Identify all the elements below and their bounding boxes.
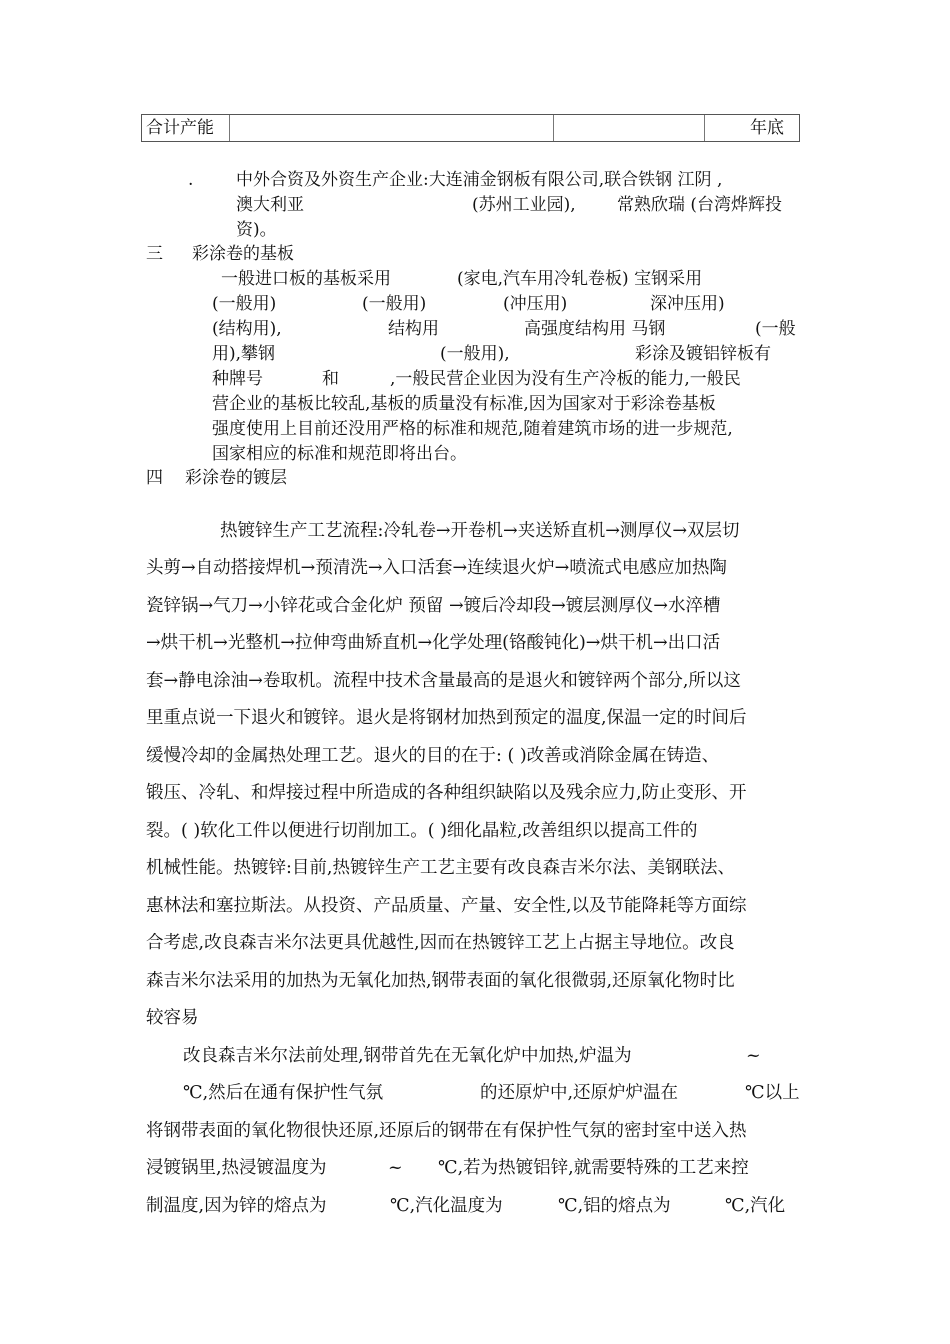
s4-p2-line-2a: ℃,然后在通有保护性气氛: [183, 1083, 384, 1103]
s3-line-1a: 一般进口板的基板采用: [221, 269, 391, 289]
s4-p1-line: 锻压、冷轧、和焊接过程中所造成的各种组织缺陷以及残余应力,防止变形、开: [146, 783, 747, 803]
s3-line-2a: (一般用): [212, 294, 277, 314]
section-3-heading: 彩涂卷的基板: [192, 244, 294, 264]
s3-line-4c: 彩涂及镀铝锌板有: [635, 344, 771, 364]
s4-p2-line-5d: ℃,汽化: [725, 1196, 786, 1216]
s4-p1-line: 头剪→自动搭接焊机→预清洗→入口活套→连续退火炉→喷流式电感应加热陶: [146, 558, 727, 578]
s3-line-2d: 深冲压用): [650, 294, 725, 314]
s4-p2-line-5c: ℃,铝的熔点为: [558, 1196, 671, 1216]
s4-p1-line: 合考虑,改良森吉米尔法更具优越性,因而在热镀锌工艺上占据主导地位。改良: [146, 933, 735, 953]
s4-p1-line: 缓慢冷却的金属热处理工艺。退火的目的在于: ( )改善或消除金属在铸造、: [146, 746, 720, 766]
s3-line-1b: (家电,汽车用冷轧卷板) 宝钢采用: [457, 269, 703, 289]
s4-p2-line-4c: ℃,若为热镀铝锌,就需要特殊的工艺来控: [438, 1158, 749, 1178]
foreign-line-2a: 澳大利亚: [236, 195, 304, 215]
foreign-line-2c: 常熟欣瑞 (台湾烨辉投: [617, 195, 783, 215]
s3-line-7: 强度使用上目前还没用严格的标准和规范,随着建筑市场的进一步规范,: [212, 419, 733, 439]
s4-p1-line: 较容易: [146, 1008, 199, 1028]
s4-p2-line-4a: 浸镀锅里,热浸镀温度为: [146, 1158, 327, 1178]
s3-line-5b: 和: [322, 369, 339, 389]
table-divider: [229, 115, 230, 141]
s4-p2-line-5a: 制温度,因为锌的熔点为: [146, 1196, 327, 1216]
s4-p2-line-1b: ~: [746, 1046, 761, 1066]
s4-p1-line: 森吉米尔法采用的加热为无氧化加热,钢带表面的氧化很微弱,还原氧化物时比: [146, 971, 735, 991]
table-divider: [704, 115, 705, 141]
section-3-number: 三: [146, 244, 163, 264]
bullet: .: [188, 170, 194, 190]
s3-line-4a: 用),攀钢: [212, 344, 276, 364]
s3-line-6: 营企业的基板比较乱,基板的质量没有标准,因为国家对于彩涂卷基板: [212, 394, 716, 414]
s3-line-2c: (冲压用): [503, 294, 568, 314]
s4-p1-line: 惠林法和塞拉斯法。从投资、产品质量、产量、安全性,以及节能降耗等方面综: [146, 896, 747, 916]
s3-line-3a: (结构用),: [212, 319, 282, 339]
s4-p2-line-2c: ℃以上: [745, 1083, 800, 1103]
s3-line-3b: 结构用: [388, 319, 439, 339]
s4-p1-line: 机械性能。热镀锌:目前,热镀锌生产工艺主要有改良森吉米尔法、美钢联法、: [146, 858, 735, 878]
foreign-line-3: 资)。: [236, 220, 277, 240]
table-cell-year-end: 年底: [750, 118, 784, 138]
s4-p1-line: 瓷锌锅→气刀→小锌花或合金化炉 预留 →镀后冷却段→镀层测厚仪→水淬槽: [146, 596, 721, 616]
table-cell-total-capacity: 合计产能: [146, 118, 214, 138]
s3-line-2b: (一般用): [362, 294, 427, 314]
s3-line-3c: 高强度结构用 马钢: [524, 319, 666, 339]
s4-p1-line: →烘干机→光整机→拉伸弯曲矫直机→化学处理(铬酸钝化)→烘干机→出口活: [146, 633, 721, 653]
s4-p2-line-2b: 的还原炉中,还原炉炉温在: [480, 1083, 679, 1103]
s3-line-4b: (一般用),: [440, 344, 510, 364]
foreign-line-1: 中外合资及外资生产企业:大连浦金钢板有限公司,联合铁钢 江阴 ,: [236, 170, 723, 190]
s4-p1-line: 裂。( )软化工件以便进行切削加工。( )细化晶粒,改善组织以提高工件的: [146, 821, 698, 841]
section-4-number: 四: [146, 468, 163, 488]
section-4-heading: 彩涂卷的镀层: [185, 468, 287, 488]
s4-p2-line-1a: 改良森吉米尔法前处理,钢带首先在无氧化炉中加热,炉温为: [183, 1046, 632, 1066]
capacity-table: [141, 114, 800, 142]
s3-line-3d: (一般: [755, 319, 796, 339]
s4-p1-line: 里重点说一下退火和镀锌。退火是将钢材加热到预定的温度,保温一定的时间后: [146, 708, 747, 728]
s3-line-5a: 种牌号: [212, 369, 263, 389]
s4-p2-line-3: 将钢带表面的氧化物很快还原,还原后的钢带在有保护性气氛的密封室中送入热: [146, 1121, 747, 1141]
s3-line-8: 国家相应的标准和规范即将出台。: [212, 444, 467, 464]
table-divider: [553, 115, 554, 141]
s4-p1-line: 热镀锌生产工艺流程:冷轧卷→开卷机→夹送矫直机→测厚仪→双层切: [220, 521, 740, 541]
s4-p2-line-4b: ~: [388, 1158, 403, 1178]
s4-p1-line: 套→静电涂油→卷取机。流程中技术含量最高的是退火和镀锌两个部分,所以这: [146, 671, 741, 691]
foreign-line-2b: (苏州工业园),: [472, 195, 576, 215]
s3-line-5c: ,一般民营企业因为没有生产冷板的能力,一般民: [390, 369, 741, 389]
s4-p2-line-5b: ℃,汽化温度为: [390, 1196, 503, 1216]
